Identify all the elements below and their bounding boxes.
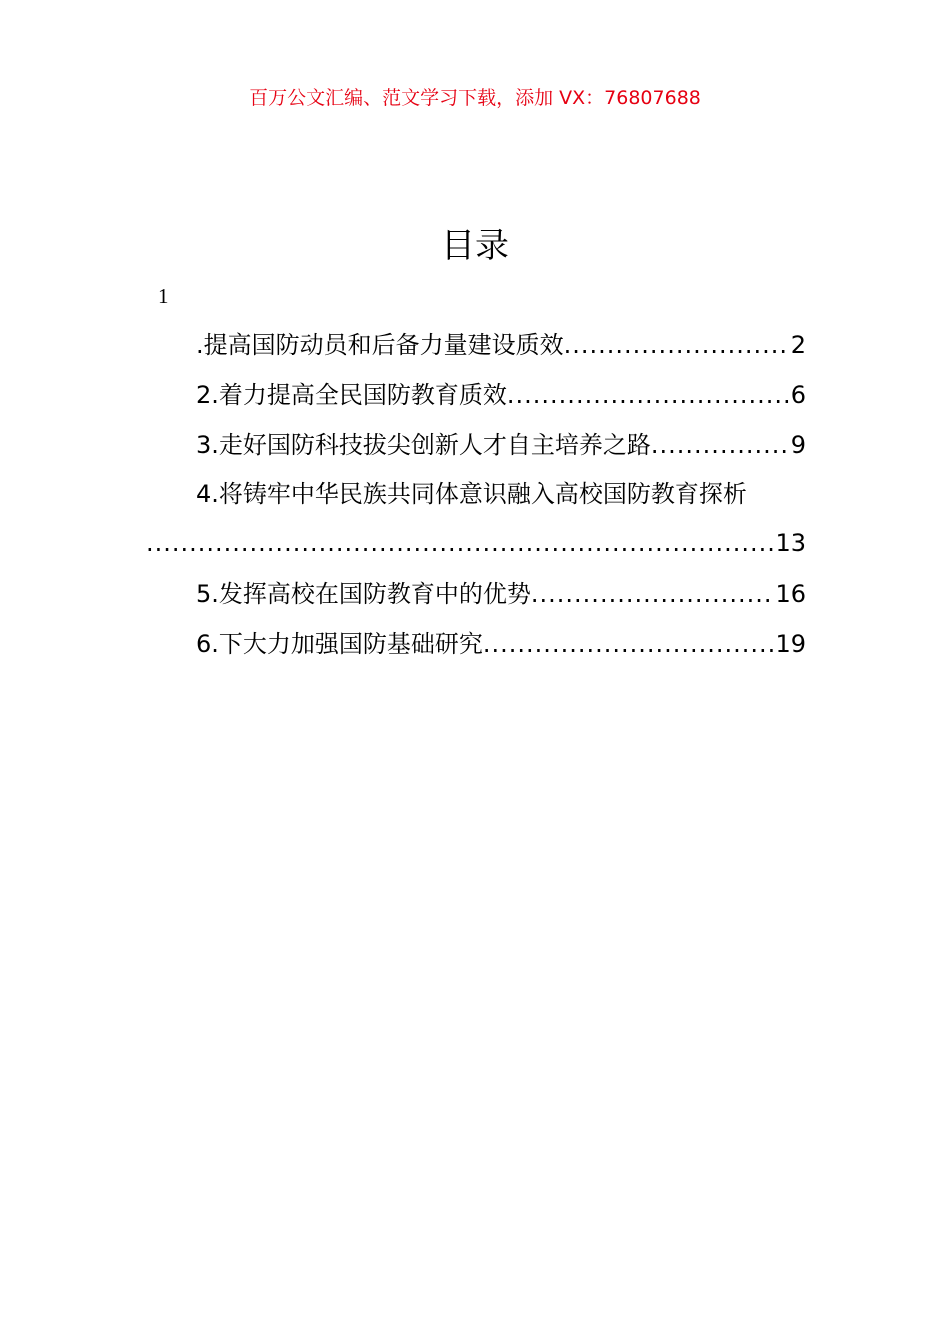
dot-leader <box>531 578 774 610</box>
toc-title: 目录 <box>441 226 509 266</box>
toc-entry-2[interactable] <box>196 379 806 411</box>
toc-entry-text: .提高国防动员和后备力量建设质效 <box>196 331 564 359</box>
toc-entry-1[interactable] <box>196 329 806 361</box>
toc-entry-text: 4.将铸牢中华民族共同体意识融入高校国防教育探析 <box>196 480 747 508</box>
toc-entry-page: 19 <box>775 630 806 658</box>
toc-entry-page: 16 <box>775 580 806 608</box>
toc-entry-3[interactable] <box>196 429 806 461</box>
toc-entry-page: 2 <box>790 331 806 359</box>
toc-entry-text: 5.发挥高校在国防教育中的优势 <box>196 580 531 608</box>
toc-entry-4[interactable] <box>196 478 806 510</box>
header-watermark-note: 百万公文汇编、范文学习下载，添加 VX：76807688 <box>249 87 701 109</box>
toc-entry-text: 2.着力提高全民国防教育质效 <box>196 381 507 409</box>
dot-leader <box>507 379 789 411</box>
toc-entry-text: 3.走好国防科技拔尖创新人才自主培养之路 <box>196 431 651 459</box>
toc-entry-page: 6 <box>790 381 806 409</box>
dot-leader <box>146 527 773 559</box>
toc-entry-text: 6.下大力加强国防基础研究 <box>196 630 483 658</box>
list-marker: 1 <box>158 284 169 308</box>
toc-entry-4-continuation[interactable] <box>146 527 806 559</box>
toc-entry-6[interactable] <box>196 628 806 660</box>
dot-leader <box>483 628 774 660</box>
dot-leader <box>564 329 789 361</box>
toc-entry-page: 13 <box>775 529 806 557</box>
toc-entry-page: 9 <box>790 431 806 459</box>
dot-leader <box>651 429 789 461</box>
toc-entry-5[interactable] <box>196 578 806 610</box>
